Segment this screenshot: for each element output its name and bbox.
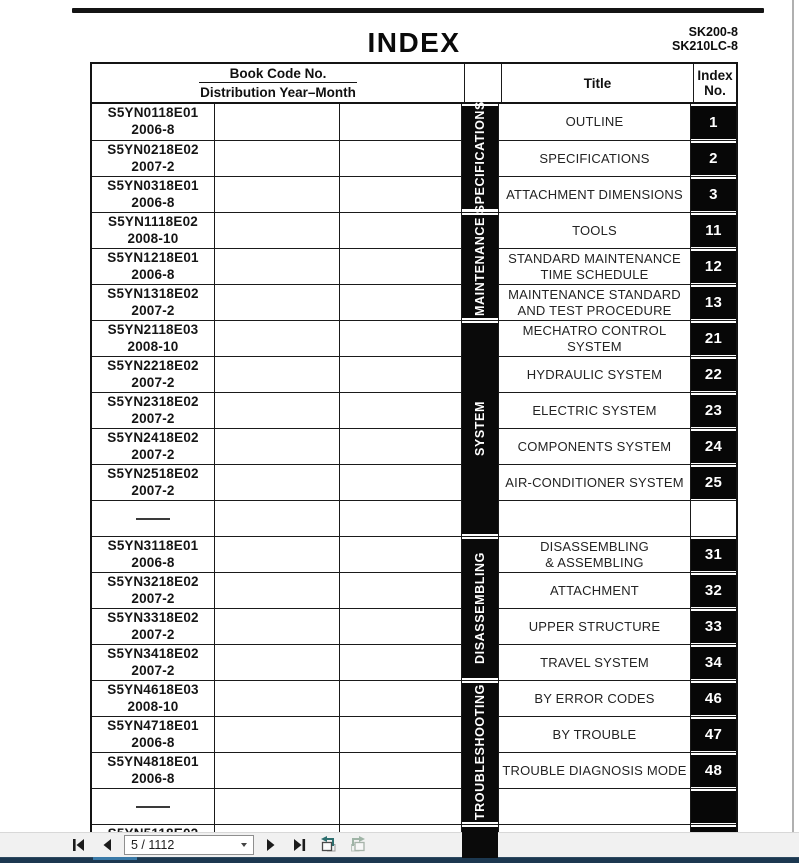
empty-cell	[215, 717, 340, 752]
section-label-bar	[462, 100, 498, 214]
index-no-badge: 24	[691, 431, 736, 463]
empty-cell	[215, 141, 340, 176]
section-label: TROUBLESHOOTING	[473, 683, 487, 821]
empty-cell	[340, 609, 462, 644]
taskbar-edge	[0, 857, 799, 863]
title-line: HYDRAULIC SYSTEM	[526, 366, 663, 382]
book-code-cell	[92, 609, 215, 644]
empty-cell	[215, 573, 340, 608]
title-line: OUTLINE	[565, 114, 624, 130]
dash-mark	[136, 806, 170, 808]
empty-cell	[215, 104, 340, 140]
empty-cell	[340, 141, 462, 176]
book-code-value: S5YN4618E03	[107, 682, 199, 697]
book-code-value: S5YN0118E01	[107, 105, 199, 120]
title-cell	[499, 429, 691, 464]
index-header-line-2: No.	[704, 83, 726, 98]
title-line: BY ERROR CODES	[534, 690, 655, 706]
index-no-cell	[691, 177, 736, 212]
distribution-date-value: 2007-2	[131, 482, 175, 498]
title-cell	[499, 321, 691, 356]
distribution-date-value: 2008-10	[127, 338, 179, 354]
book-code-value: S5YN2418E02	[107, 430, 199, 445]
index-no-cell	[691, 429, 736, 464]
empty-cell	[215, 645, 340, 680]
model-numbers	[672, 26, 738, 53]
empty-cell	[340, 753, 462, 788]
distribution-date-value: 2006-8	[131, 770, 175, 786]
book-code-cell	[92, 357, 215, 392]
table-row	[92, 752, 736, 788]
title-cell	[499, 753, 691, 788]
book-code-value: S5YN3418E02	[107, 646, 199, 661]
empty-cell	[215, 537, 340, 572]
book-code-value: S5YN0218E02	[107, 142, 199, 157]
index-no-badge: 2	[691, 143, 736, 175]
index-no-cell	[691, 393, 736, 428]
empty-cell	[215, 501, 340, 536]
title-cell	[499, 573, 691, 608]
distribution-date-value: 2006-8	[131, 554, 175, 570]
distribution-header-label: Distribution Year–Month	[200, 85, 356, 100]
title-header-cell: Title	[502, 64, 694, 102]
distribution-date-value: 2007-2	[131, 302, 175, 318]
book-code-header-label: Book Code No.	[229, 66, 327, 81]
book-code-header-cell	[92, 64, 465, 102]
empty-cell	[340, 249, 462, 284]
book-code-cell	[92, 501, 215, 536]
book-code-value: S5YN3318E02	[107, 610, 199, 625]
book-code-value: S5YN3118E01	[107, 538, 199, 553]
distribution-date-value: 2006-8	[131, 121, 175, 137]
title-cell	[499, 789, 691, 824]
distribution-date-value: 2007-2	[131, 158, 175, 174]
empty-cell	[340, 177, 462, 212]
book-code-cell	[92, 681, 215, 716]
index-no-cell	[691, 753, 736, 788]
table-row	[92, 140, 736, 176]
title-line: TRAVEL SYSTEM	[540, 654, 649, 670]
title-cell	[499, 393, 691, 428]
section-label-bar	[462, 683, 498, 822]
book-code-cell	[92, 285, 215, 320]
table-row	[92, 572, 736, 608]
book-code-cell	[92, 141, 215, 176]
section-label-bar	[462, 323, 498, 534]
empty-cell	[340, 285, 462, 320]
empty-cell	[340, 717, 462, 752]
title-cell	[499, 465, 691, 500]
index-no-cell	[691, 609, 736, 644]
page-title: INDEX	[367, 27, 461, 58]
title-line: MECHATRO CONTROL	[522, 323, 667, 338]
title-cell	[499, 177, 691, 212]
title-cell	[499, 357, 691, 392]
previous-page-icon	[100, 838, 114, 852]
index-no-badge: 33	[691, 611, 736, 643]
distribution-date-value: 2006-8	[131, 734, 175, 750]
index-no-badge: 46	[691, 683, 736, 715]
title-line: SPECIFICATIONS	[539, 150, 650, 166]
index-no-cell	[691, 465, 736, 500]
index-no-cell	[691, 104, 736, 140]
table-row	[92, 608, 736, 644]
pdf-viewer-toolbar	[0, 832, 799, 857]
section-column-cell	[462, 100, 499, 214]
empty-cell	[215, 789, 340, 824]
title-cell	[499, 681, 691, 716]
empty-cell	[215, 285, 340, 320]
table-row	[92, 644, 736, 680]
empty-cell	[215, 213, 340, 248]
empty-cell	[215, 357, 340, 392]
section-label: SPECIFICATIONS	[473, 100, 487, 214]
index-no-cell	[691, 573, 736, 608]
title-line: COMPONENTS SYSTEM	[517, 438, 672, 454]
index-no-cell	[691, 213, 736, 248]
index-no-badge: 47	[691, 719, 736, 751]
section-label: MAINTENANCE	[473, 216, 487, 316]
index-no-cell	[691, 357, 736, 392]
empty-cell	[340, 645, 462, 680]
next-view-icon	[348, 835, 368, 855]
title-line: DISASSEMBLING	[540, 539, 649, 554]
distribution-date-value: 2008-10	[127, 230, 179, 246]
book-code-cell	[92, 537, 215, 572]
title-cell	[499, 609, 691, 644]
title-line: SYSTEM	[567, 338, 622, 354]
section-column-cell	[462, 321, 499, 456]
book-code-value: S5YN1318E02	[107, 286, 199, 301]
empty-cell	[340, 465, 462, 500]
title-line: & ASSEMBLING	[545, 554, 644, 570]
index-no-badge: 3	[691, 179, 736, 211]
empty-cell	[340, 501, 462, 536]
section-column-header-cell	[465, 64, 502, 102]
distribution-date-value: 2006-8	[131, 194, 175, 210]
index-no-cell	[691, 141, 736, 176]
book-code-cell	[92, 321, 215, 356]
book-code-cell	[92, 717, 215, 752]
table-header-row	[92, 64, 736, 104]
window-right-edge	[792, 0, 794, 832]
empty-cell	[340, 393, 462, 428]
dash-mark	[136, 518, 170, 520]
index-no-cell	[691, 645, 736, 680]
book-code-cell	[92, 429, 215, 464]
index-no-badge	[691, 791, 736, 823]
table-row	[92, 788, 736, 824]
index-no-badge: 23	[691, 395, 736, 427]
distribution-date-value: 2007-2	[131, 410, 175, 426]
index-no-badge: 21	[691, 323, 736, 355]
index-no-badge: 31	[691, 539, 736, 571]
table-row	[92, 356, 736, 392]
distribution-date-value: 2007-2	[131, 590, 175, 606]
table-row	[92, 176, 736, 212]
next-page-button[interactable]	[260, 835, 282, 855]
index-no-badge: 11	[691, 215, 736, 247]
book-code-cell	[92, 104, 215, 140]
index-no-badge: 12	[691, 251, 736, 283]
title-line: TROUBLE DIAGNOSIS MODE	[502, 762, 687, 778]
distribution-date-value: 2007-2	[131, 662, 175, 678]
next-page-icon	[264, 838, 278, 852]
title-line: TIME SCHEDULE	[540, 266, 649, 282]
book-code-value: S5YN0318E01	[107, 178, 199, 193]
index-no-badge: 34	[691, 647, 736, 679]
title-line: TOOLS	[572, 222, 617, 238]
book-code-cell	[92, 465, 215, 500]
index-table	[90, 62, 738, 862]
last-page-icon	[291, 838, 307, 852]
section-column-cell	[462, 825, 499, 860]
title-line: MAINTENANCE STANDARD	[508, 287, 681, 302]
section-column-cell	[462, 537, 499, 664]
empty-cell	[340, 213, 462, 248]
first-page-button[interactable]	[68, 835, 90, 855]
previous-page-button[interactable]	[96, 835, 118, 855]
index-no-badge: 1	[691, 106, 736, 139]
empty-cell	[340, 357, 462, 392]
title-line: ELECTRIC SYSTEM	[532, 402, 657, 418]
empty-cell	[215, 609, 340, 644]
empty-cell	[215, 465, 340, 500]
section-column-cell	[462, 213, 499, 316]
book-code-cell	[92, 573, 215, 608]
book-code-value: S5YN2518E02	[107, 466, 199, 481]
index-no-cell	[691, 501, 736, 536]
empty-cell	[215, 177, 340, 212]
distribution-date-value: 2006-8	[131, 266, 175, 282]
taskbar-active-segment	[93, 857, 137, 860]
index-no-cell	[691, 789, 736, 824]
book-code-value: S5YN2318E02	[107, 394, 199, 409]
empty-cell	[215, 753, 340, 788]
title-cell	[499, 104, 691, 140]
page-number-input[interactable]	[124, 835, 254, 855]
index-no-cell	[691, 681, 736, 716]
title-line: STANDARD MAINTENANCE	[508, 251, 681, 266]
previous-view-icon	[318, 835, 338, 855]
index-no-badge: 22	[691, 359, 736, 391]
empty-cell	[215, 321, 340, 356]
title-line: AIR-CONDITIONER SYSTEM	[505, 474, 684, 490]
title-cell	[499, 285, 691, 320]
title-line: ATTACHMENT	[550, 582, 639, 598]
index-no-cell	[691, 717, 736, 752]
first-page-icon	[71, 838, 87, 852]
title-cell	[499, 501, 691, 536]
distribution-date-value: 2007-2	[131, 446, 175, 462]
book-code-cell	[92, 393, 215, 428]
distribution-date-value: 2008-10	[127, 698, 179, 714]
table-row	[92, 392, 736, 428]
model-line-1: SK200-8	[688, 25, 738, 39]
index-no-badge: 48	[691, 755, 736, 787]
table-body	[92, 100, 736, 860]
book-code-cell	[92, 249, 215, 284]
empty-cell	[340, 537, 462, 572]
book-code-cell	[92, 645, 215, 680]
section-label: DISASSEMBLING	[473, 552, 487, 664]
empty-cell	[340, 321, 462, 356]
section-label-bar	[462, 539, 498, 678]
index-no-badge: 25	[691, 467, 736, 499]
index-no-badge: 32	[691, 575, 736, 607]
model-line-2: SK210LC-8	[672, 38, 738, 53]
book-code-value: S5YN1218E01	[107, 250, 199, 265]
index-no-cell	[691, 537, 736, 572]
book-code-cell	[92, 753, 215, 788]
title-cell	[499, 249, 691, 284]
next-view-button[interactable]	[346, 834, 370, 856]
chevron-down-icon[interactable]	[241, 843, 247, 847]
table-row	[92, 248, 736, 284]
last-page-button[interactable]	[288, 835, 310, 855]
book-code-value: S5YN4718E01	[107, 718, 199, 733]
section-label-bar	[462, 827, 498, 858]
previous-view-button[interactable]	[316, 834, 340, 856]
table-row	[92, 428, 736, 464]
index-no-cell	[691, 249, 736, 284]
index-no-header-cell	[694, 64, 736, 102]
book-code-cell	[92, 213, 215, 248]
title-line: UPPER STRUCTURE	[528, 618, 661, 634]
table-row	[92, 500, 736, 536]
header-separator-line	[199, 82, 357, 83]
empty-cell	[340, 681, 462, 716]
scanned-page-top-rule	[72, 8, 764, 13]
empty-cell	[340, 104, 462, 140]
index-header-line-1: Index	[697, 68, 733, 83]
section-label-bar	[462, 215, 498, 318]
title-cell	[499, 141, 691, 176]
section-column-cell	[462, 681, 499, 821]
table-row	[92, 284, 736, 320]
title-line: AND TEST PROCEDURE	[517, 302, 672, 318]
book-code-value: S5YN2118E03	[107, 322, 199, 337]
empty-cell	[215, 681, 340, 716]
book-code-value: S5YN1118E02	[107, 214, 199, 229]
index-no-cell	[691, 285, 736, 320]
empty-cell	[340, 429, 462, 464]
page-indicator: 5 / 1112	[131, 838, 175, 852]
empty-cell	[340, 789, 462, 824]
index-no-cell	[691, 321, 736, 356]
title-line: ATTACHMENT DIMENSIONS	[506, 186, 683, 202]
title-line: BY TROUBLE	[552, 726, 637, 742]
title-cell	[499, 645, 691, 680]
book-code-cell	[92, 177, 215, 212]
book-code-value: S5YN3218E02	[107, 574, 199, 589]
book-code-cell	[92, 789, 215, 824]
title-cell	[499, 537, 691, 572]
empty-cell	[340, 573, 462, 608]
title-cell	[499, 213, 691, 248]
table-row	[92, 716, 736, 752]
title-cell	[499, 717, 691, 752]
section-label: SYSTEM	[473, 400, 487, 456]
table-row	[92, 464, 736, 500]
empty-cell	[215, 393, 340, 428]
book-code-value: S5YN4818E01	[107, 754, 199, 769]
index-no-badge: 13	[691, 287, 736, 319]
distribution-date-value: 2007-2	[131, 626, 175, 642]
empty-cell	[215, 429, 340, 464]
distribution-date-value: 2007-2	[131, 374, 175, 390]
empty-cell	[215, 249, 340, 284]
book-code-value: S5YN2218E02	[107, 358, 199, 373]
